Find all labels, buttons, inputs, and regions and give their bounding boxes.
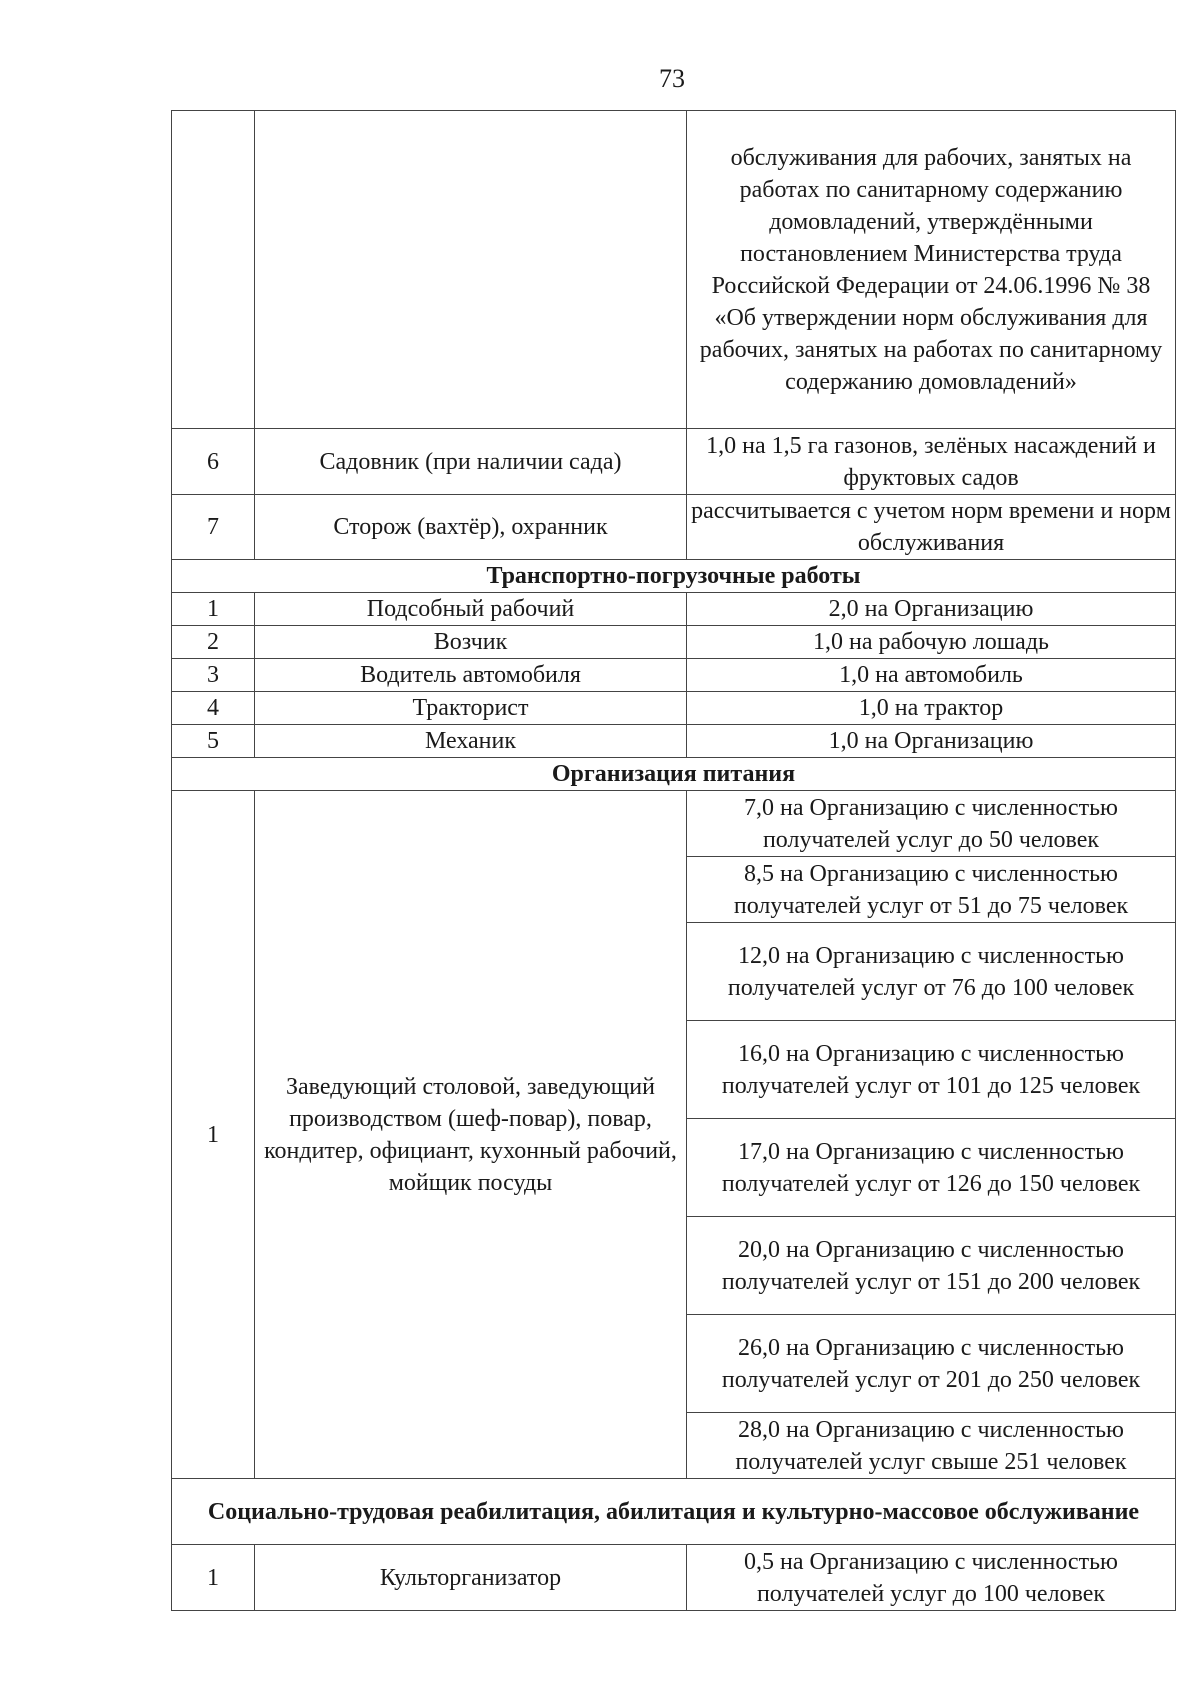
staffing-norm: 12,0 на Организацию с численностью получателей услуг от 76 до 100 человек [687, 923, 1176, 1021]
position-name: Водитель автомобиля [255, 659, 687, 692]
position-name: Механик [255, 725, 687, 758]
table-row [172, 659, 1176, 692]
row-number [172, 111, 255, 429]
section-heading-row [172, 560, 1176, 593]
page-number: 73 [659, 64, 685, 93]
row-number: 1 [172, 791, 255, 1479]
staffing-norm: 2,0 на Организацию [687, 593, 1176, 626]
position-name: Подсобный рабочий [255, 593, 687, 626]
table-row [172, 692, 1176, 725]
section-title-food: Организация питания [172, 758, 1176, 791]
table-row [172, 111, 1176, 429]
table-row [172, 791, 1176, 857]
row-number: 4 [172, 692, 255, 725]
staffing-norm: рассчитывается с учетом норм времени и норм обслуживания [687, 495, 1176, 560]
staffing-norm: 0,5 на Организацию с численностью получателей услуг до 100 человек [687, 1545, 1176, 1611]
position-name [255, 111, 687, 429]
section-title-rehab: Социально-трудовая реабилитация, абилитация и культурно-массовое обслуживание [172, 1479, 1176, 1545]
section-title-transport: Транспортно-погрузочные работы [172, 560, 1176, 593]
staffing-norm: 7,0 на Организацию с численностью получателей услуг до 50 человек [687, 791, 1176, 857]
table-row [172, 495, 1176, 560]
table-row [172, 429, 1176, 495]
row-number: 1 [172, 1545, 255, 1611]
position-name: Возчик [255, 626, 687, 659]
row-number: 2 [172, 626, 255, 659]
staffing-norm: 1,0 на 1,5 га газонов, зелёных насаждений и фруктовых садов [687, 429, 1176, 495]
table-row [172, 1545, 1176, 1611]
staffing-norms-table [171, 110, 1176, 1611]
staffing-norm: 26,0 на Организацию с численностью получателей услуг от 201 до 250 человек [687, 1315, 1176, 1413]
position-name: Заведующий столовой, заведующий производством (шеф-повар), повар, кондитер, официант, кухонный рабочий, мойщик посуды [255, 791, 687, 1479]
position-name: Культорганизатор [255, 1545, 687, 1611]
row-number: 1 [172, 593, 255, 626]
staffing-norm: 1,0 на рабочую лошадь [687, 626, 1176, 659]
row-number: 5 [172, 725, 255, 758]
table-row [172, 626, 1176, 659]
table-row [172, 593, 1176, 626]
position-name: Тракторист [255, 692, 687, 725]
position-name: Сторож (вахтёр), охранник [255, 495, 687, 560]
staffing-norm: 20,0 на Организацию с численностью получателей услуг от 151 до 200 человек [687, 1217, 1176, 1315]
row-number: 3 [172, 659, 255, 692]
staffing-norm: 8,5 на Организацию с численностью получателей услуг от 51 до 75 человек [687, 857, 1176, 923]
staffing-norm: 1,0 на автомобиль [687, 659, 1176, 692]
table-row [172, 725, 1176, 758]
staffing-norm: 28,0 на Организацию с численностью получателей услуг свыше 251 человек [687, 1413, 1176, 1479]
staffing-norm: 17,0 на Организацию с численностью получателей услуг от 126 до 150 человек [687, 1119, 1176, 1217]
row-number: 6 [172, 429, 255, 495]
row-number: 7 [172, 495, 255, 560]
section-heading-row [172, 1479, 1176, 1545]
position-name: Садовник (при наличии сада) [255, 429, 687, 495]
section-heading-row [172, 758, 1176, 791]
staffing-norm: 1,0 на трактор [687, 692, 1176, 725]
staffing-norm: 16,0 на Организацию с численностью получателей услуг от 101 до 125 человек [687, 1021, 1176, 1119]
staffing-norm: 1,0 на Организацию [687, 725, 1176, 758]
staffing-norm: обслуживания для рабочих, занятых на работах по санитарному содержанию домовладений, утверждёнными постановлением Министерства труда Российской Федерации от 24.06.1996 № 38 «Об утверждении норм обслуживания для рабочих, занятых на работах по санитарному содержанию домовладений» [687, 111, 1176, 429]
